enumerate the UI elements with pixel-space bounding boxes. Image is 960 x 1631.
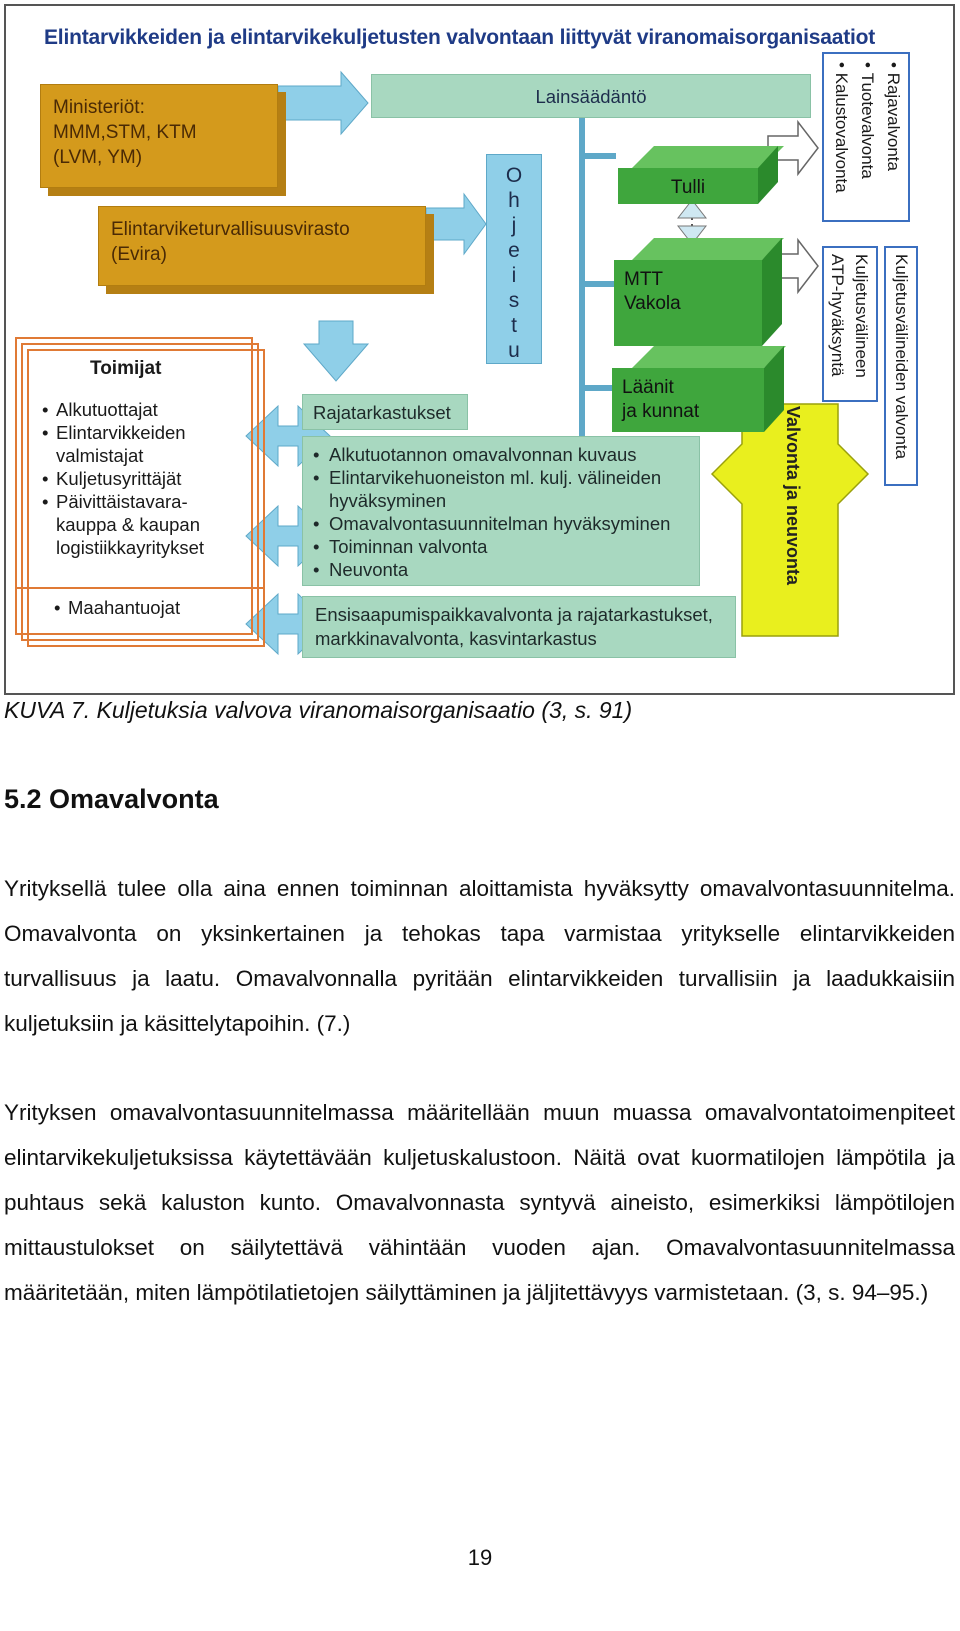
tulli-cube — [618, 168, 758, 204]
right-far-box — [884, 246, 918, 486]
paragraph-1: Yrityksellä tulee olla aina ennen toiminnan aloittamista hyväksytty omavalvontasuunnitelma. Omavalvonta on yksinkertainen ja tehokas tapa varmistaa yritykselle elintarvikkeiden turvallisuus ja laatu. Omavalvonnalla pyritään elintarvikkeiden turvallisiin ja laadukkaisiin kuljetuksiin ja käsittelytapoihin. (7.) — [4, 876, 955, 1036]
ohjeistus-column — [486, 154, 542, 364]
arrow-ministries-lainsaadanto — [278, 72, 368, 134]
task-item: • Toiminnan valvonta — [313, 535, 670, 558]
kalustovalvonta-label: • Kalustovalvonta — [832, 62, 851, 193]
task-item: • Alkutuotannon omavalvonnan kuvaus — [313, 443, 670, 466]
arrow-down-rajatarkastukset — [304, 321, 368, 381]
atp-hyvaksynta-label: ATP-hyväksyntä — [828, 254, 847, 377]
evira-line-2: (Evira) — [111, 244, 167, 265]
laanit-cube-top — [632, 346, 786, 368]
bottom-box-line-2: markkinavalvonta, kasvintarkastus — [315, 628, 597, 649]
page-number: 19 — [467, 1545, 493, 1570]
diagram-title: Elintarvikkeiden ja elintarvikekuljetusten valvontaan liittyvät viranomaisorganisaatiot — [44, 26, 876, 49]
ministries-line-3: (LVM, YM) — [53, 147, 143, 168]
ministries-line-2: MMM,STM, KTM — [53, 122, 197, 143]
evira-box — [98, 206, 426, 286]
toimija-item: • Alkutuottajat — [42, 398, 256, 421]
ohjeistus-label: O h j e i s t u — [505, 164, 523, 362]
toimijat-list — [42, 398, 256, 559]
bottom-box — [302, 596, 736, 658]
tasks-panel — [302, 436, 700, 586]
toimija-item: • Päivittäistavara- kauppa & kaupan logistiikkayritykset — [42, 490, 256, 559]
valvonta-neuvonta-label: Valvonta ja neuvonta — [783, 406, 803, 586]
rajatarkastukset-box — [302, 394, 468, 430]
tasks-list — [313, 443, 670, 581]
mtt-line-1: MTT — [624, 269, 664, 290]
evira-line-1: Elintarviketurvallisuusvirasto — [111, 219, 350, 240]
right-mid-box — [822, 246, 878, 402]
organisation-diagram — [4, 4, 955, 695]
mtt-line-2: Vakola — [624, 293, 681, 314]
figure-caption: KUVA 7. Kuljetuksia valvova viranomaisorganisaatio (3, s. 91) — [4, 697, 633, 723]
toimijat-title: Toimijat — [90, 358, 162, 379]
toimija-item: • Kuljetusyrittäjät — [42, 467, 256, 490]
lainsaadanto-label: Lainsäädäntö — [535, 86, 647, 107]
laanit-line-1: Läänit — [622, 377, 674, 398]
task-item: • Elintarvikehuoneiston ml. kulj. välineiden hyväksyminen — [313, 466, 670, 512]
ministries-box — [40, 84, 278, 188]
ministries-line-1: Ministeriöt: — [53, 97, 145, 118]
section-heading: 5.2 Omavalvonta — [4, 784, 219, 814]
kuljetusvalineen-label: Kuljetusvälineen — [852, 254, 871, 378]
mtt-cube — [614, 260, 762, 346]
laanit-cube — [612, 368, 764, 432]
task-item: • Neuvonta — [313, 558, 670, 581]
maahantuojat-list — [54, 596, 180, 619]
bottom-box-line-1: Ensisaapumispaikkavalvonta ja rajatarkastukset, — [315, 604, 713, 625]
arrow-evira-ohjeistus — [426, 194, 486, 254]
paragraph-2: Yrityksen omavalvontasuunnitelmassa määritellään muun muassa omavalvontatoimenpiteet elintarvikekuljetuksissa käytettävään kuljetuskalustoon. Näitä ovat kuormatilojen lämpötila ja puhtaus sekä kaluston kunto. Omavalvonnasta syntyvä aineisto, esimerkiksi lämpötilojen mittaustulokset on säilytettävä vähintään vuoden ajan. Omavalvontasuunnitelmassa määritetään, miten lämpötilatietojen säilyttäminen ja jäljitettävyys varmistetaan. (3, s. 94–95.) — [4, 1100, 955, 1305]
task-item: • Omavalvontasuunnitelman hyväksyminen — [313, 512, 670, 535]
right-top-box — [822, 52, 910, 222]
tuotevalvonta-label: • Tuotevalvonta — [858, 62, 877, 179]
mtt-cube-top — [632, 238, 784, 260]
kuljetusvalineiden-valvonta-label: Kuljetusvälineiden valvonta — [892, 254, 911, 460]
rajatarkastukset-label: Rajatarkastukset — [313, 402, 451, 423]
tulli-label: Tulli — [670, 177, 706, 198]
laanit-line-2: ja kunnat — [622, 401, 700, 422]
maahantuojat-item: • Maahantuojat — [54, 596, 180, 619]
rajavalvonta-label: • Rajavalvonta — [884, 62, 903, 171]
toimija-item: • Elintarvikkeiden valmistajat — [42, 421, 256, 467]
lainsaadanto-panel — [371, 74, 811, 118]
